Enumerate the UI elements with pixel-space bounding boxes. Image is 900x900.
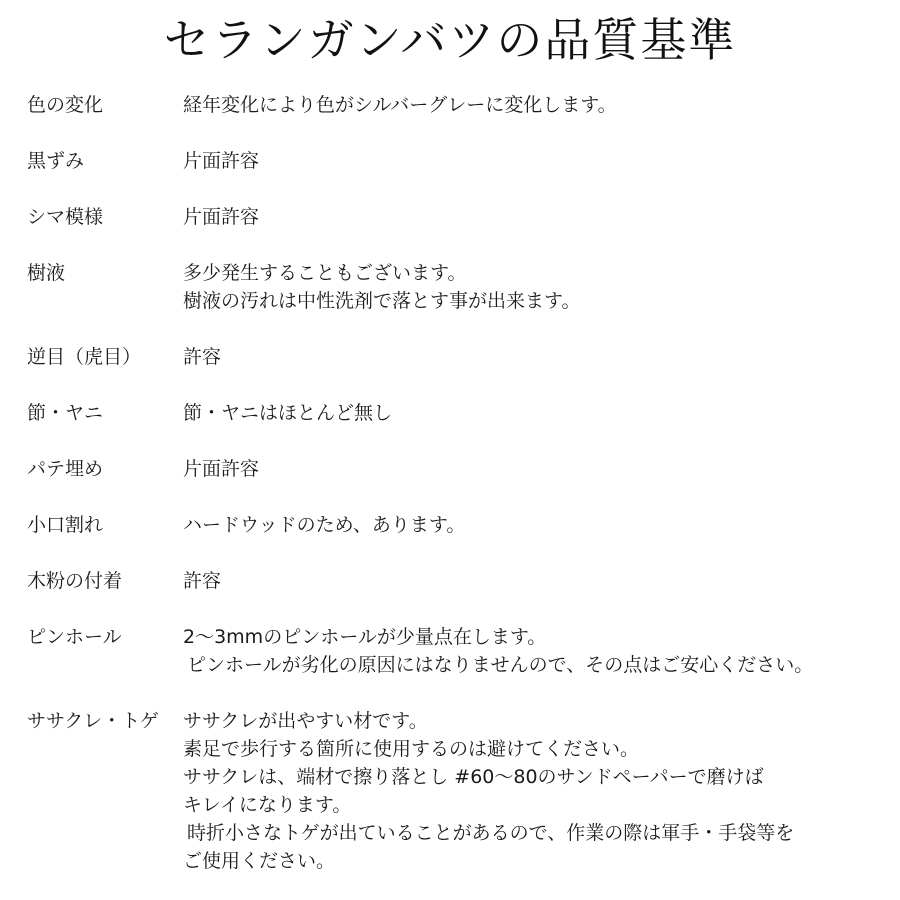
row-value-line: ピンホールが劣化の原因にはなりませんので、その点はご安心ください。 [187,654,814,676]
row-value [183,707,883,875]
row-value [183,343,883,371]
row-value-line: 素足で歩行する箇所に使用するのは避けてください。 [183,738,640,760]
row-value-line: 片面許容 [183,150,260,172]
row-value-line: ササクレは、端材で擦り落とし #60〜80のサンドペーパーで磨けば [183,766,764,788]
row-value-line: ハードウッドのため、あります。 [183,514,466,536]
row-label: 樹液 [27,262,66,284]
row-label: ササクレ・トゲ [27,710,159,732]
row-value [183,259,883,315]
row-value [183,91,883,119]
row-value [183,567,883,595]
row-label: 黒ずみ [27,150,85,172]
row-value-line: 時折小さなトゲが出ていることがあるので、作業の際は軍手・手袋等を [187,822,795,844]
row-value [183,455,883,483]
row-value [183,203,883,231]
row-value-line: 2〜3mmのピンホールが少量点在します。 [183,626,547,648]
row-value-line: 樹液の汚れは中性洗剤で落とす事が出来ます。 [183,290,581,312]
row-value [183,399,883,427]
row-label: 木粉の付着 [27,570,123,592]
row-label: シマ模様 [27,206,104,228]
row-label: パテ埋め [27,458,104,480]
row-value-line: 節・ヤニはほとんど無し [183,402,393,424]
row-value-line: 多少発生することもございます。 [183,262,467,284]
row-value-line: 許容 [183,346,222,368]
row-value-line: ご使用ください。 [183,850,336,872]
row-label: ピンホール [27,626,122,648]
row-value [183,147,883,175]
row-label: 色の変化 [27,94,104,116]
row-value-line: 経年変化により色がシルバーグレーに変化します。 [183,94,617,116]
page-title: セランガンバツの品質基準 [163,13,737,67]
row-value-line: 片面許容 [183,458,260,480]
row-label: 逆目（虎目） [27,346,142,368]
row-value-line: キレイになります。 [183,794,352,816]
row-label: 節・ヤニ [27,402,104,424]
row-value [183,511,883,539]
row-value [183,623,883,679]
row-value-line: ササクレが出やすい材です。 [183,710,428,732]
row-value-line: 片面許容 [183,206,260,228]
row-value-line: 許容 [183,570,222,592]
row-label: 小口割れ [27,514,104,536]
